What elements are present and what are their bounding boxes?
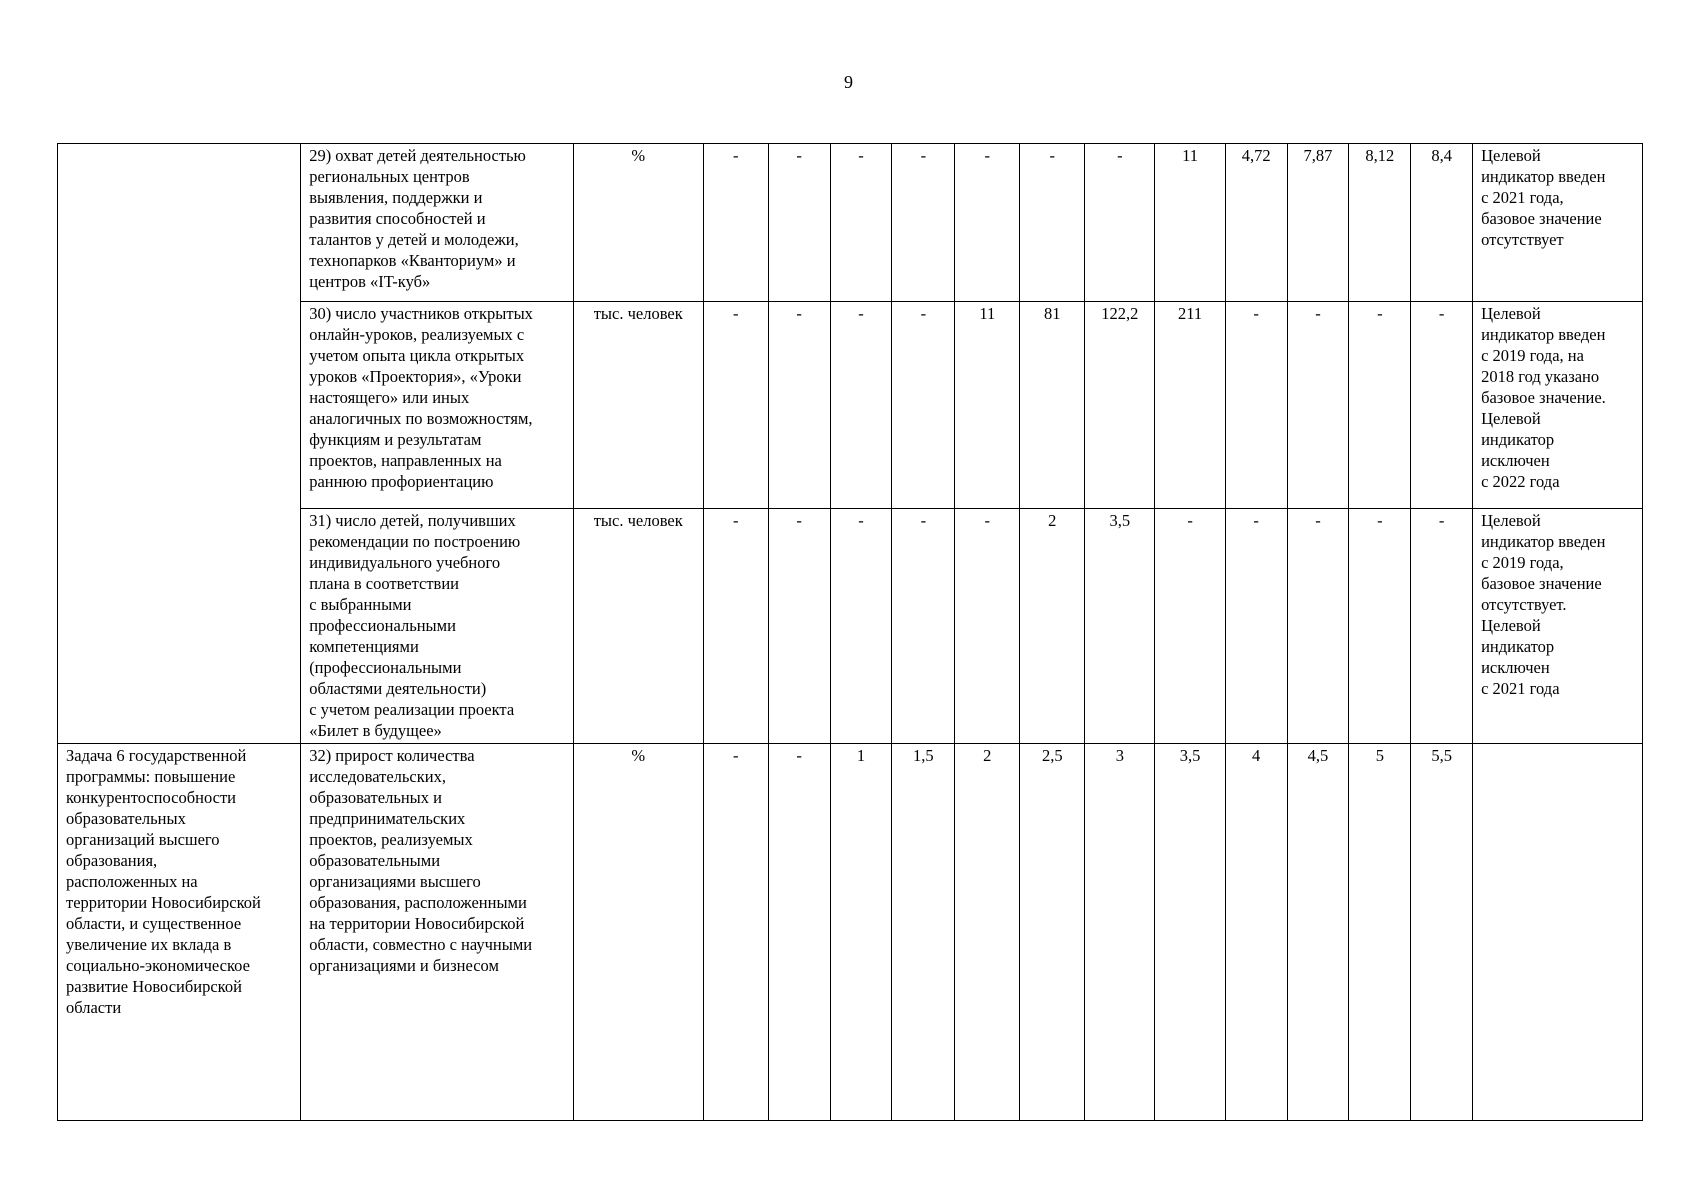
value-cell: -: [703, 302, 768, 509]
value-cell: -: [1287, 302, 1349, 509]
value-cell: -: [703, 744, 768, 1121]
unit-cell: %: [573, 144, 703, 302]
indicators-table: [57, 143, 1643, 1121]
value-cell: -: [892, 509, 955, 744]
indicator-name: 29) охват детей деятельностью региональных центров выявления, поддержки и развития способностей и талантов у детей и молодежи, технопарков «Кванториум» и центров «IT-куб»: [301, 144, 574, 302]
value-cell: 11: [955, 302, 1020, 509]
value-cell: -: [955, 144, 1020, 302]
value-cell: 11: [1155, 144, 1225, 302]
value-cell: 3,5: [1155, 744, 1225, 1121]
value-cell: 4,5: [1287, 744, 1349, 1121]
task-cell-empty: [58, 144, 301, 744]
value-cell: 5: [1349, 744, 1411, 1121]
value-cell: -: [1411, 509, 1473, 744]
note-cell: Целевой индикатор введен с 2021 года, базовое значение отсутствует: [1473, 144, 1643, 302]
value-cell: -: [1020, 144, 1085, 302]
value-cell: -: [830, 302, 892, 509]
value-cell: -: [768, 744, 830, 1121]
value-cell: -: [955, 509, 1020, 744]
value-cell: -: [1225, 302, 1287, 509]
value-cell: 2: [1020, 509, 1085, 744]
indicator-name: 31) число детей, получивших рекомендации по построению индивидуального учебного плана в соответствии с выбранными профессиональными компетенциями (профессиональными областями деятельности) с учетом реализации проекта «Билет в будущее»: [301, 509, 574, 744]
value-cell: 3,5: [1085, 509, 1155, 744]
unit-cell: тыс. человек: [573, 509, 703, 744]
value-cell: 8,4: [1411, 144, 1473, 302]
value-cell: -: [1411, 302, 1473, 509]
note-cell: [1473, 744, 1643, 1121]
indicator-name: 30) число участников открытых онлайн-уроков, реализуемых с учетом опыта цикла открытых уроков «Проектория», «Уроки настоящего» или иных аналогичных по возможностям, функциям и результатам проектов, направленных на раннюю профориентацию: [301, 302, 574, 509]
value-cell: -: [1155, 509, 1225, 744]
value-cell: -: [892, 144, 955, 302]
value-cell: 122,2: [1085, 302, 1155, 509]
value-cell: 3: [1085, 744, 1155, 1121]
indicator-name: 32) прирост количества исследовательских, образовательных и предпринимательских проектов, реализуемых образовательными организациями высшего образования, расположенными на территории Новосибирской области, совместно с научными организациями и бизнесом: [301, 744, 574, 1121]
value-cell: 211: [1155, 302, 1225, 509]
value-cell: -: [830, 144, 892, 302]
table-row: [58, 744, 1643, 1121]
value-cell: 1: [830, 744, 892, 1121]
value-cell: 8,12: [1349, 144, 1411, 302]
value-cell: -: [703, 144, 768, 302]
task-cell: Задача 6 государственной программы: повышение конкурентоспособности образовательных организаций высшего образования, расположенных на территории Новосибирской области, и существенное увеличение их вклада в социально-экономическое развитие Новосибирской области: [58, 744, 301, 1121]
value-cell: -: [1287, 509, 1349, 744]
unit-cell: тыс. человек: [573, 302, 703, 509]
value-cell: 2,5: [1020, 744, 1085, 1121]
value-cell: 1,5: [892, 744, 955, 1121]
note-cell: Целевой индикатор введен с 2019 года, на 2018 год указано базовое значение. Целевой индикатор исключен с 2022 года: [1473, 302, 1643, 509]
value-cell: 4: [1225, 744, 1287, 1121]
value-cell: -: [768, 302, 830, 509]
page-number: 9: [844, 72, 853, 92]
value-cell: -: [1349, 509, 1411, 744]
value-cell: -: [1225, 509, 1287, 744]
value-cell: -: [768, 509, 830, 744]
value-cell: 4,72: [1225, 144, 1287, 302]
table-row: [58, 144, 1643, 302]
value-cell: 7,87: [1287, 144, 1349, 302]
unit-cell: %: [573, 744, 703, 1121]
value-cell: -: [892, 302, 955, 509]
note-cell: Целевой индикатор введен с 2019 года, базовое значение отсутствует. Целевой индикатор исключен с 2021 года: [1473, 509, 1643, 744]
value-cell: 2: [955, 744, 1020, 1121]
value-cell: -: [1085, 144, 1155, 302]
value-cell: 5,5: [1411, 744, 1473, 1121]
value-cell: -: [830, 509, 892, 744]
value-cell: 81: [1020, 302, 1085, 509]
value-cell: -: [768, 144, 830, 302]
value-cell: -: [1349, 302, 1411, 509]
value-cell: -: [703, 509, 768, 744]
